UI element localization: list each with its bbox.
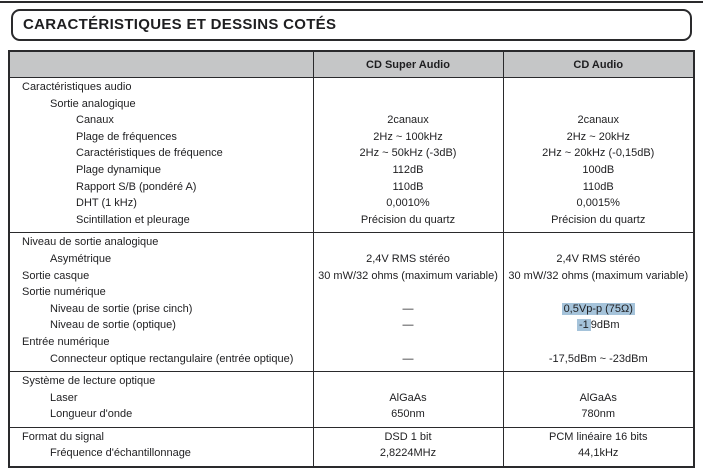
- table-section-niveau-de-sortie: [9, 233, 694, 372]
- table-row: [9, 78, 694, 96]
- row-label: Système de lecture optique: [9, 372, 313, 390]
- table-row: [9, 145, 694, 162]
- table-row: [9, 301, 694, 318]
- value-cell-cd-super-audio: 112dB: [313, 162, 503, 179]
- value-cell-cd-super-audio: DSD 1 bit: [313, 427, 503, 445]
- row-label: Plage dynamique: [76, 163, 162, 176]
- row-label: Plage de fréquences: [76, 130, 177, 143]
- section-title-box: [11, 9, 692, 41]
- table-section-caracteristiques-audio: [9, 78, 694, 233]
- value-cell-cd-audio: -1 9dBm: [503, 317, 694, 334]
- value-cell-cd-super-audio: [313, 284, 503, 301]
- table-row: [9, 129, 694, 146]
- table-row: [9, 162, 694, 179]
- value-cell-cd-super-audio: 0,0010%: [313, 195, 503, 212]
- table-row: [9, 406, 694, 427]
- row-label: Rapport S/B (pondéré A): [76, 180, 197, 193]
- row-label: Caractéristiques audio: [22, 81, 132, 93]
- table-row: [9, 96, 694, 113]
- table-row: [9, 334, 694, 351]
- value-cell-cd-super-audio: —: [313, 317, 503, 334]
- row-label: Entrée numérique: [22, 335, 110, 348]
- value-cell-cd-audio: 2Hz ~ 20kHz: [503, 129, 694, 146]
- table-row: [9, 372, 694, 390]
- table-row: [9, 112, 694, 129]
- value-cell-cd-super-audio: —: [313, 351, 503, 372]
- row-label: Laser: [50, 391, 78, 404]
- specs-table: [8, 50, 695, 468]
- row-label: Scintillation et pleurage: [76, 213, 190, 226]
- value-cell-cd-audio: [503, 372, 694, 390]
- row-label: Sortie casque: [22, 269, 90, 282]
- table-row: [9, 195, 694, 212]
- table-row: [9, 179, 694, 196]
- value-cell-cd-audio: [503, 301, 694, 318]
- value-cell-cd-audio: 110dB: [503, 179, 694, 196]
- value-cell-cd-audio: Précision du quartz: [503, 212, 694, 233]
- row-label: Sortie analogique: [50, 97, 136, 110]
- table-row: [9, 445, 694, 467]
- manual-page: [0, 1, 703, 468]
- header-cell-cd-audio: CD Audio: [503, 51, 694, 78]
- value-cell-cd-super-audio: 2,4V RMS stéréo: [313, 251, 503, 268]
- value-cell-cd-super-audio: [313, 96, 503, 113]
- top-rule: [0, 1, 703, 3]
- row-label: Connecteur optique rectangulaire (entrée optique): [50, 352, 294, 365]
- value-cell-cd-super-audio: [313, 233, 503, 251]
- value-cell-cd-super-audio: Précision du quartz: [313, 212, 503, 233]
- table-row: [9, 317, 694, 334]
- header-cell-cd-super-audio: CD Super Audio: [313, 51, 503, 78]
- row-label: Format du signal: [9, 427, 313, 445]
- value-cell-cd-audio: AlGaAs: [503, 390, 694, 407]
- table-row: [9, 390, 694, 407]
- row-label: Sortie numérique: [22, 286, 106, 299]
- table-header: [9, 51, 694, 78]
- value-cell-cd-super-audio: 650nm: [313, 406, 503, 427]
- header-row: [9, 51, 694, 78]
- value-cell-cd-audio: 0,0015%: [503, 195, 694, 212]
- table-row: [9, 212, 694, 233]
- value-cell-cd-super-audio: 110dB: [313, 179, 503, 196]
- value-cell-cd-audio: [503, 334, 694, 351]
- header-cell-label: [9, 51, 313, 78]
- row-label: Longueur d'onde: [50, 408, 133, 421]
- table-row: [9, 233, 694, 251]
- row-label: Asymétrique: [50, 252, 112, 265]
- row-label: Caractéristiques de fréquence: [76, 147, 223, 160]
- value-cell-cd-audio: 2canaux: [503, 112, 694, 129]
- table-row: [9, 284, 694, 301]
- value-cell-cd-super-audio: —: [313, 301, 503, 318]
- value-cell-cd-audio: 30 mW/32 ohms (maximum variable): [503, 268, 694, 285]
- value-cell-cd-super-audio: [313, 334, 503, 351]
- value-cell-cd-audio: 100dB: [503, 162, 694, 179]
- highlighted-text: -1: [578, 319, 589, 332]
- table-row: [9, 351, 694, 372]
- highlighted-text: 0,5Vp-p (75Ω): [563, 302, 633, 315]
- value-cell-cd-super-audio: 2Hz ~ 50kHz (-3dB): [313, 145, 503, 162]
- table-row: [9, 251, 694, 268]
- value-cell-cd-super-audio: 30 mW/32 ohms (maximum variable): [313, 268, 503, 285]
- row-label: Canaux: [76, 114, 114, 127]
- value-cell-cd-audio: 2Hz ~ 20kHz (-0,15dB): [503, 145, 694, 162]
- table-row: [9, 427, 694, 445]
- value-cell-cd-audio: 780nm: [503, 406, 694, 427]
- value-cell-cd-audio: [503, 96, 694, 113]
- value-cell-cd-super-audio: AlGaAs: [313, 390, 503, 407]
- table-section-format-du-signal: [9, 427, 694, 467]
- row-label: DHT (1 kHz): [76, 197, 137, 210]
- row-label: Fréquence d'échantillonnage: [50, 447, 191, 460]
- value-cell-cd-super-audio: 2,8224MHz: [313, 445, 503, 467]
- value-cell-cd-audio: [503, 233, 694, 251]
- value-cell-cd-audio: 2,4V RMS stéréo: [503, 251, 694, 268]
- row-label: Niveau de sortie (prise cinch): [50, 302, 193, 315]
- value-cell-cd-audio: [503, 284, 694, 301]
- value-cell-cd-audio: -17,5dBm ~ -23dBm: [503, 351, 694, 372]
- table-section-systeme-de-lecture-optique: [9, 372, 694, 428]
- value-cell-cd-audio: 44,1kHz: [503, 445, 694, 467]
- value-cell-cd-audio: PCM linéaire 16 bits: [503, 427, 694, 445]
- row-label: Niveau de sortie (optique): [50, 319, 176, 332]
- value-cell-cd-super-audio: 2Hz ~ 100kHz: [313, 129, 503, 146]
- table-row: [9, 268, 694, 285]
- row-label: Niveau de sortie analogique: [9, 233, 313, 251]
- value-cell-cd-super-audio: 2canaux: [313, 112, 503, 129]
- value-cell-cd-super-audio: [313, 372, 503, 390]
- page-title: CARACTÉRISTIQUES ET DESSINS COTÉS: [23, 16, 337, 33]
- value-cell-cd-audio: [503, 78, 694, 96]
- value-cell-cd-super-audio: [313, 78, 503, 96]
